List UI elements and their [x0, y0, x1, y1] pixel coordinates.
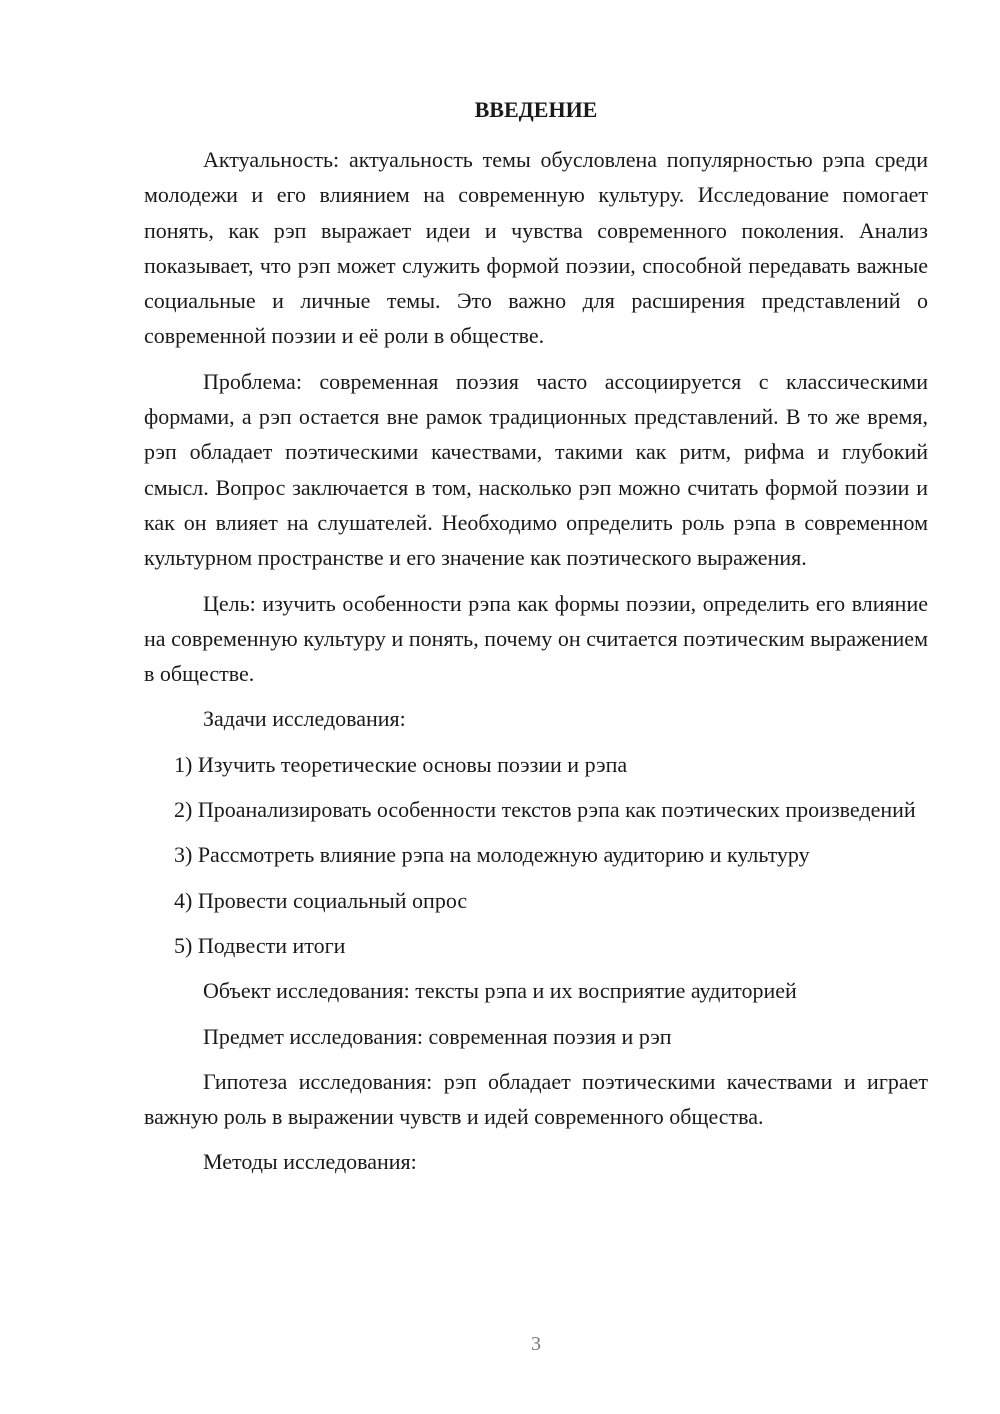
task-item-4: 4) Провести социальный опрос: [174, 887, 468, 913]
research-subject: Предмет исследования: современная поэзия и рэп: [203, 1023, 672, 1049]
section-title: ВВЕДЕНИЕ: [474, 97, 598, 122]
research-object: Объект исследования: тексты рэпа и их восприятие аудиторией: [203, 978, 797, 1004]
tasks-heading: Задачи исследования:: [203, 706, 406, 732]
research-hypothesis: Гипотеза исследования: рэп обладает поэтическими качествами и играет важную роль в выражении чувств и идей современного общества.: [144, 1068, 928, 1130]
paragraph-problem: Проблема: современная поэзия часто ассоциируется с классическими формами, а рэп остается вне рамок традиционных представлений. В то же время, рэп обладает поэтическими качествами, такими как ритм, рифма и глубокий смысл. Вопрос заключается в том, насколько рэп можно считать формой поэзии и как он влияет на слушателей. Необходимо определить роль рэпа в современном культурном пространстве и его значение как поэтического выражения.: [144, 368, 928, 571]
methods-heading: Методы исследования:: [203, 1149, 417, 1175]
paragraph-goal: Цель: изучить особенности рэпа как формы поэзии, определить его влияние на современную культуру и понять, почему он считается поэтическим выражением в обществе.: [144, 590, 928, 687]
page-number: 3: [531, 1333, 541, 1355]
task-item-1: 1) Изучить теоретические основы поэзии и рэпа: [174, 751, 628, 777]
paragraph-relevance: Актуальность: актуальность темы обусловлена популярностью рэпа среди молодежи и его влиянием на современную культуру. Исследование помогает понять, как рэп выражает идеи и чувства современного поколения. Анализ показывает, что рэп может служить формой поэзии, способной передавать важные социальные и личные темы. Это важно для расширения представлений о современной поэзии и её роли в обществе.: [144, 147, 928, 349]
task-item-2: 2) Проанализировать особенности текстов рэпа как поэтических произведений: [174, 797, 916, 823]
task-item-5: 5) Подвести итоги: [174, 932, 346, 958]
task-item-3: 3) Рассмотреть влияние рэпа на молодежную аудиторию и культуру: [174, 842, 810, 868]
page-body: [144, 92, 928, 1190]
